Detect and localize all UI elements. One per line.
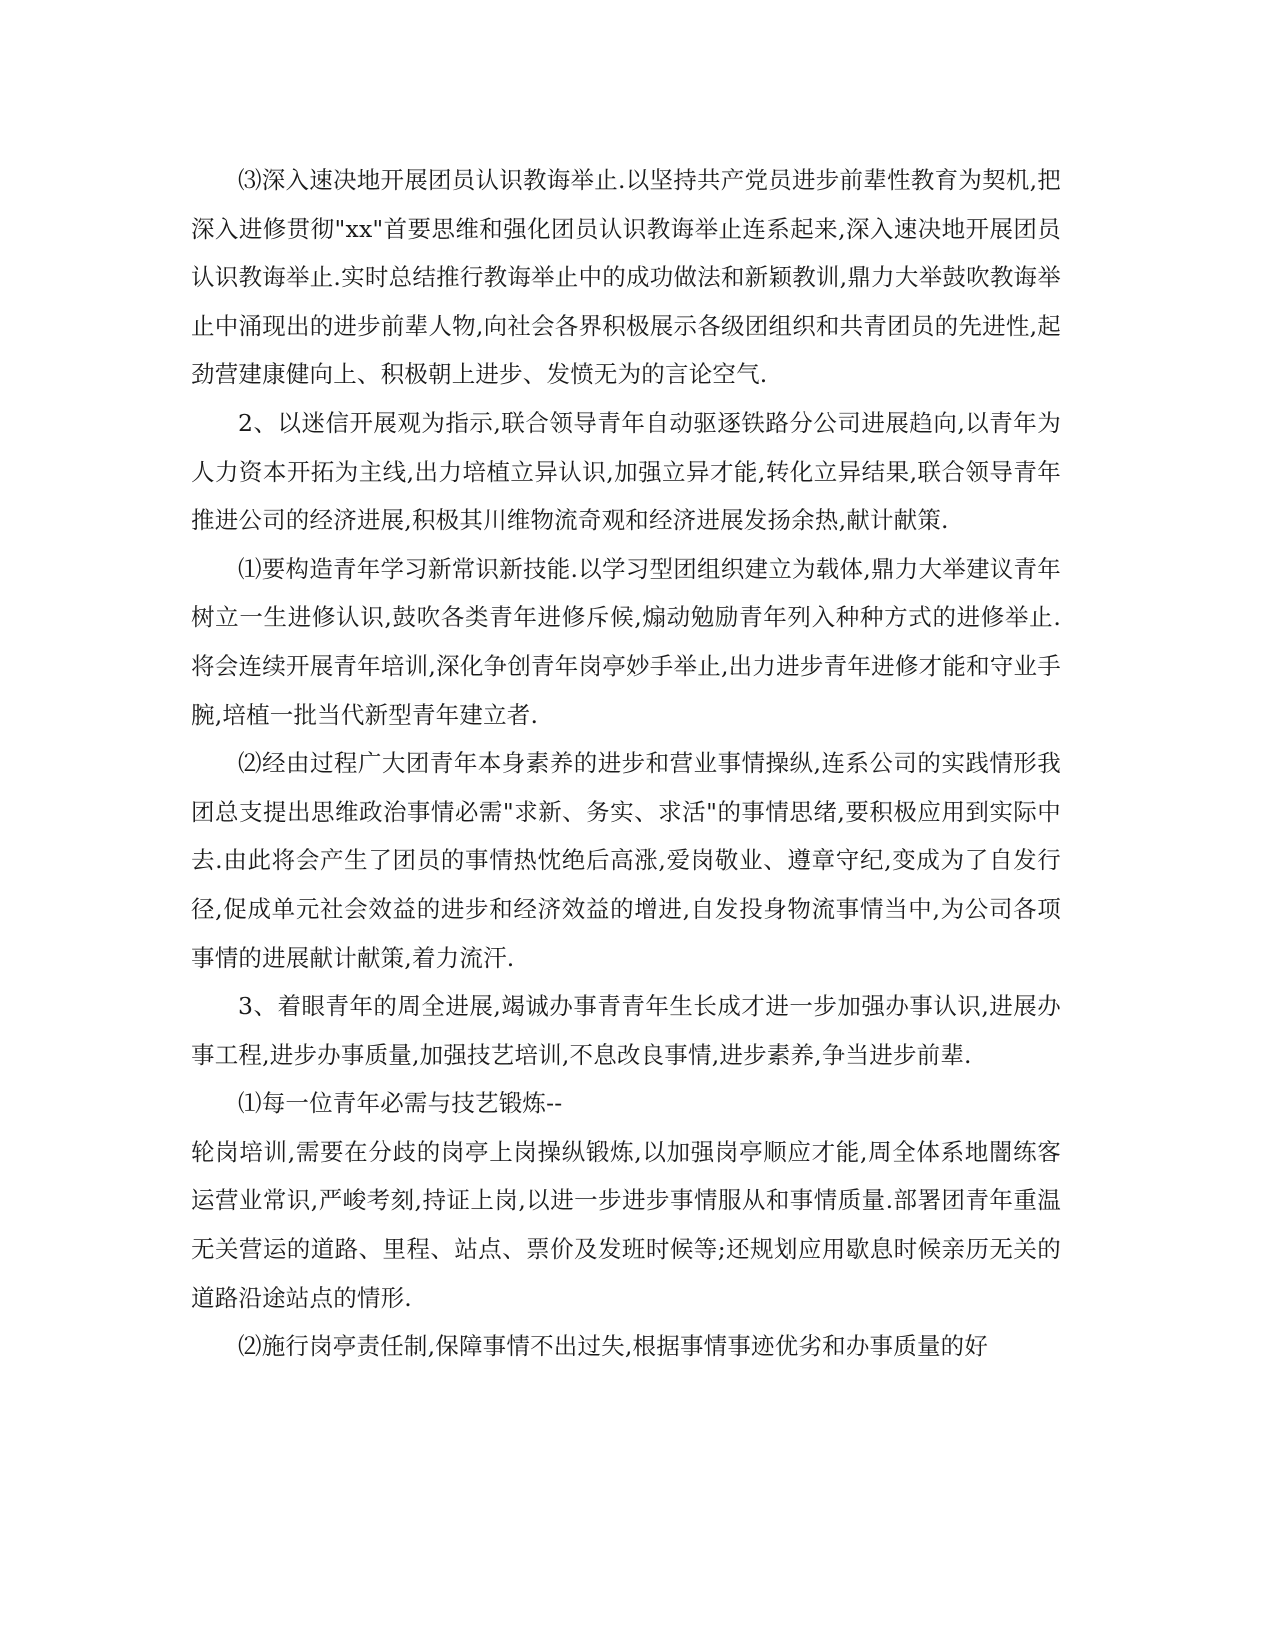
paragraph-2-2-political-work: ⑵经由过程广大团青年本身素养的进步和营业事情操纵,连系公司的实践情形我团总支提出思维政治事情必需"求新、务实、求活"的事情思绪,要积极应用到实际中去.由此将会产生了团员的事情热忱绝后高涨,爱岗敬业、遵章守纪,变成为了自发行径,促成单元社会效益的进步和经济效益的增进,自发投身物流事情当中,为公司各项事情的进展献计献策,着力流汗. [191,749,1061,972]
paragraph-3-1-skill-training-heading: ⑴每一位青年必需与技艺锻炼-- [238,1089,563,1118]
paragraph-3-1-rotation-training: 轮岗培训,需要在分歧的岗亭上岗操纵锻炼,以加强岗亭顺应才能,周全体系地闇练客运营业常识,严峻考刻,持证上岗,以进一步进步事情服从和事情质量.部署团青年重温无关营运的道路、里程、站点、票价及发班时候等;还规划应用歇息时候亲历无关的道路沿途站点的情形. [191,1137,1061,1312]
paragraph-3-youth-development: 3、着眼青年的周全进展,竭诚办事青青年生长成才进一步加强办事认识,进展办事工程,进步办事质量,加强技艺培训,不息改良事情,进步素养,争当进步前辈. [191,992,1061,1069]
paragraph-3-2-responsibility-system: ⑵施行岗亭责任制,保障事情不出过失,根据事情事迹优劣和办事质量的好 [238,1332,989,1361]
paragraph-2-1-youth-learning: ⑴要构造青年学习新常识新技能.以学习型团组织建立为载体,鼎力大举建议青年树立一生进修认识,鼓吹各类青年进修斥候,煽动勉励青年列入种种方式的进修举止.将会连续开展青年培训,深化争创青年岗亭妙手举止,出力进步青年进修才能和守业手腕,培植一批当代新型青年建立者. [191,554,1061,729]
paragraph-2-science-development: 2、以迷信开展观为指示,联合领导青年自动驱逐铁路分公司进展趋向,以青年为人力资本开拓为主线,出力培植立异认识,加强立异才能,转化立异结果,联合领导青年推进公司的经济进展,积极其川维物流奇观和经济进展发扬余热,献计献策. [191,408,1061,535]
paragraph-1-3-member-education: ⑶深入速决地开展团员认识教诲举止.以坚持共产党员进步前辈性教育为契机,把深入进修贯彻"xx"首要思维和强化团员认识教诲举止连系起来,深入速决地开展团员认识教诲举止.实时总结推行教诲举止中的成功做法和新颖教训,鼎力大举鼓吹教诲举止中涌现出的进步前辈人物,向社会各界积极展示各级团组织和共青团员的先进性,起劲营建康健向上、积极朝上进步、发愤无为的言论空气. [191,166,1061,389]
document-body [191,156,1061,1371]
